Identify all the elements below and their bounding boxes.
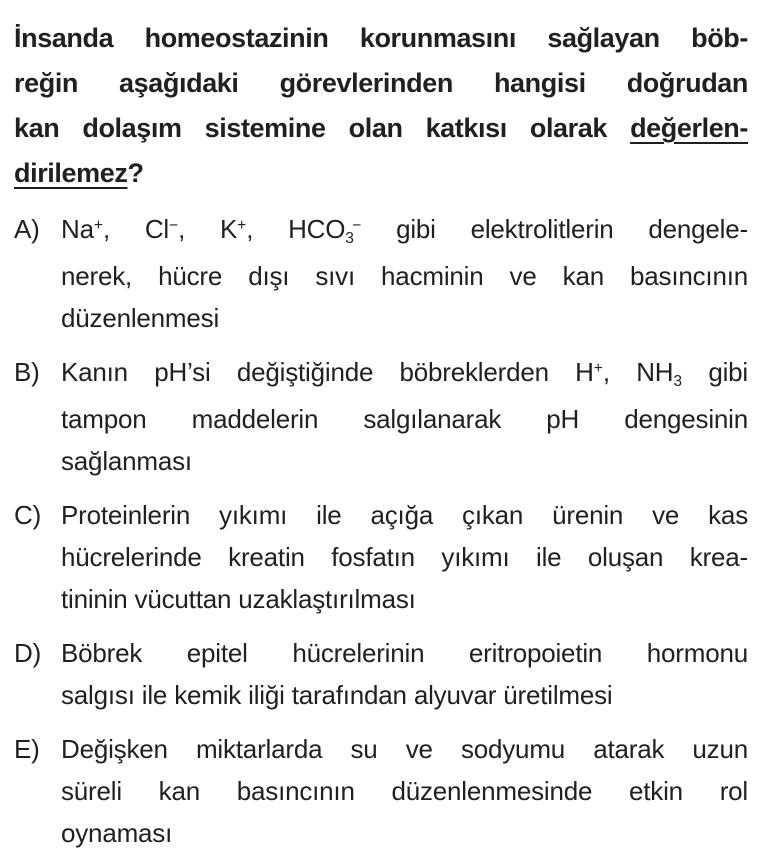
text-line — [14, 151, 748, 196]
text-segment: hücrelerinde kreatin fosfatın yıkımı ile oluşan krea- — [61, 542, 748, 572]
option-C — [14, 494, 748, 620]
underlined-text: dirilemez — [14, 158, 128, 188]
text-segment: , HCO — [246, 214, 346, 244]
option-D — [14, 632, 748, 716]
text-segment: , Cl — [102, 214, 169, 244]
text-segment: Na — [61, 214, 94, 244]
text-segment: nerek, hücre dışı sıvı hacminin ve kan basıncının — [61, 261, 748, 291]
text-segment: sağlanması — [61, 446, 192, 476]
option-label: C) — [14, 500, 42, 530]
text-segment: süreli kan basıncının düzenlenmesinde etkin rol — [61, 776, 748, 806]
text-segment: salgısı ile kemik iliği tarafından alyuvar üretilmesi — [61, 680, 613, 710]
text-line — [61, 208, 748, 255]
superscript-text: + — [237, 216, 247, 234]
option-B — [14, 351, 748, 482]
text-segment: Kanın pH’si değiştiğinde böbreklerden H — [61, 357, 594, 387]
text-line — [61, 494, 748, 536]
option-text — [61, 494, 748, 620]
text-segment: gibi — [682, 357, 748, 387]
option-label: A) — [14, 214, 40, 244]
subscript-text: 3 — [673, 372, 683, 390]
text-line — [61, 812, 748, 854]
text-segment: ? — [127, 158, 144, 188]
option-text — [61, 208, 748, 339]
text-segment: tampon maddelerin salgılanarak pH dengesinin — [61, 404, 748, 434]
option-E — [14, 728, 748, 854]
text-segment: düzenlenmesi — [61, 303, 220, 333]
text-segment: Böbrek epitel hücrelerinin eritropoietin hormonu — [61, 638, 748, 668]
question-stem — [14, 16, 748, 196]
text-line — [14, 106, 748, 151]
option-A — [14, 208, 748, 339]
text-segment: gibi elektrolitlerin dengele- — [361, 214, 748, 244]
text-segment: reğin aşağıdaki görevlerinden hangisi doğrudan — [14, 68, 748, 98]
text-line — [14, 61, 748, 106]
text-line — [61, 632, 748, 674]
question — [14, 16, 748, 854]
text-line — [61, 728, 748, 770]
option-label: B) — [14, 357, 40, 387]
superscript-text: − — [352, 216, 362, 234]
text-line — [61, 398, 748, 440]
text-segment: Proteinlerin yıkımı ile açığa çıkan ürenin ve kas — [61, 500, 748, 530]
text-line — [61, 536, 748, 578]
text-segment: , NH — [602, 357, 674, 387]
text-segment: Değişken miktarlarda su ve sodyumu atarak uzun — [61, 734, 748, 764]
option-text — [61, 632, 748, 716]
text-line — [14, 16, 748, 61]
text-line — [61, 440, 748, 482]
option-label: D) — [14, 638, 42, 668]
text-line — [61, 674, 748, 716]
text-line — [61, 578, 748, 620]
superscript-text: − — [168, 216, 179, 234]
underlined-text: değerlen- — [630, 113, 748, 143]
text-segment: İnsanda homeostazinin korunmasını sağlayan böb- — [14, 23, 748, 53]
option-text — [61, 728, 748, 854]
options-list — [14, 208, 748, 854]
subscript-text: 3 — [345, 229, 354, 247]
text-segment: kan dolaşım sistemine olan katkısı olarak — [14, 113, 631, 143]
text-segment: tininin vücuttan uzaklaştırılması — [61, 584, 416, 614]
text-segment: , K — [178, 214, 238, 244]
text-line — [61, 255, 748, 297]
option-text — [61, 351, 748, 482]
text-line — [61, 297, 748, 339]
superscript-text: + — [93, 216, 103, 234]
option-label: E) — [14, 734, 40, 764]
text-line — [61, 770, 748, 812]
text-segment: oynaması — [61, 818, 173, 848]
superscript-text: + — [593, 359, 603, 377]
text-line — [61, 351, 748, 398]
